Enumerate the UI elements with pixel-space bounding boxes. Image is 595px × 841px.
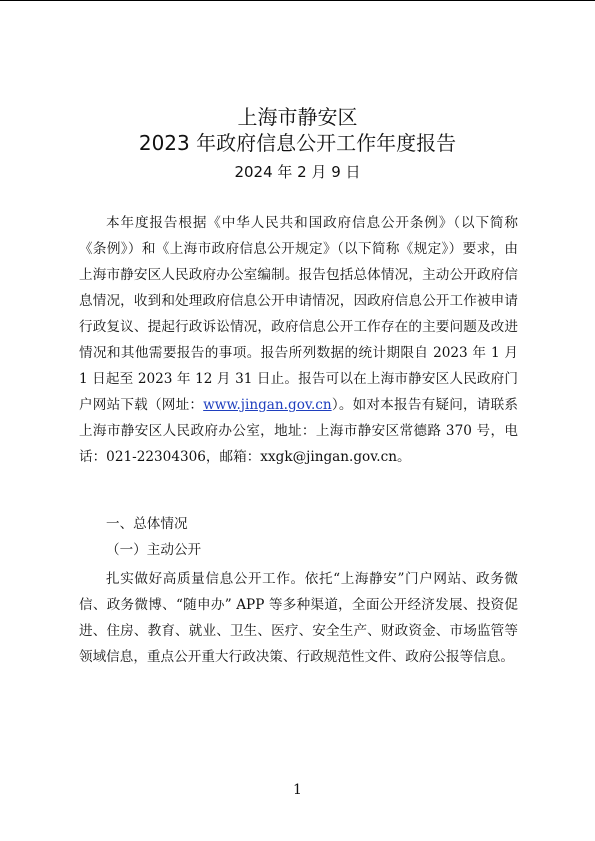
page-number: 1 <box>293 782 302 798</box>
report-title: 2023 年政府信息公开工作年度报告 <box>138 131 457 155</box>
report-date: 2024 年 2 月 9 日 <box>234 163 361 181</box>
active-disclosure-paragraph: 扎实做好高质量信息公开工作。依托“上海静安”门户网站、政务微信、政务微博、“随申办” APP 等多种渠道，全面公开经济发展、投资促进、住房、教育、就业、卫生、医疗、安全生产、财政资金、市场监管等领域信息，重点公开重大行政决策、行政规范性文件、政府公报等信息。 <box>79 571 518 665</box>
report-title-district: 上海市静安区 <box>237 105 358 129</box>
subsection-heading-active-disclosure: （一）主动公开 <box>106 542 202 558</box>
section-heading-overview: 一、总体情况 <box>106 516 188 532</box>
top-rule <box>0 0 595 1</box>
intro-text-before-link: 本年度报告根据《中华人民共和国政府信息公开条例》（以下简称《条例》）和《上海市政府信息公开规定》（以下简称《规定》）要求，由上海市静安区人民政府办公室编制。报告包括总体情况，主动公开政府信息情况，收到和处理政府信息公开申请情况，因政府信息公开工作被申请行政复议、提起行政诉讼情况，政府信息公开工作存在的主要问题及改进情况和其他需要报告的事项。报告所列数据的统计期限自 2023 年 1 月 1 日起至 2023 年 12 月 31 日止。报告可以在上海市静安区人民政府门户网站下载（网址： <box>79 215 518 413</box>
intro-text-after-link: ）。如对本报告有疑问，请联系上海市静安区人民政府办公室，地址：上海市静安区常德路 370 号，电话：021-22304306，邮箱：xxgk@jingan.gov.cn。 <box>79 397 518 465</box>
intro-paragraph <box>79 210 518 470</box>
report-header <box>0 104 595 182</box>
website-link[interactable]: www.jingan.gov.cn <box>203 397 332 413</box>
